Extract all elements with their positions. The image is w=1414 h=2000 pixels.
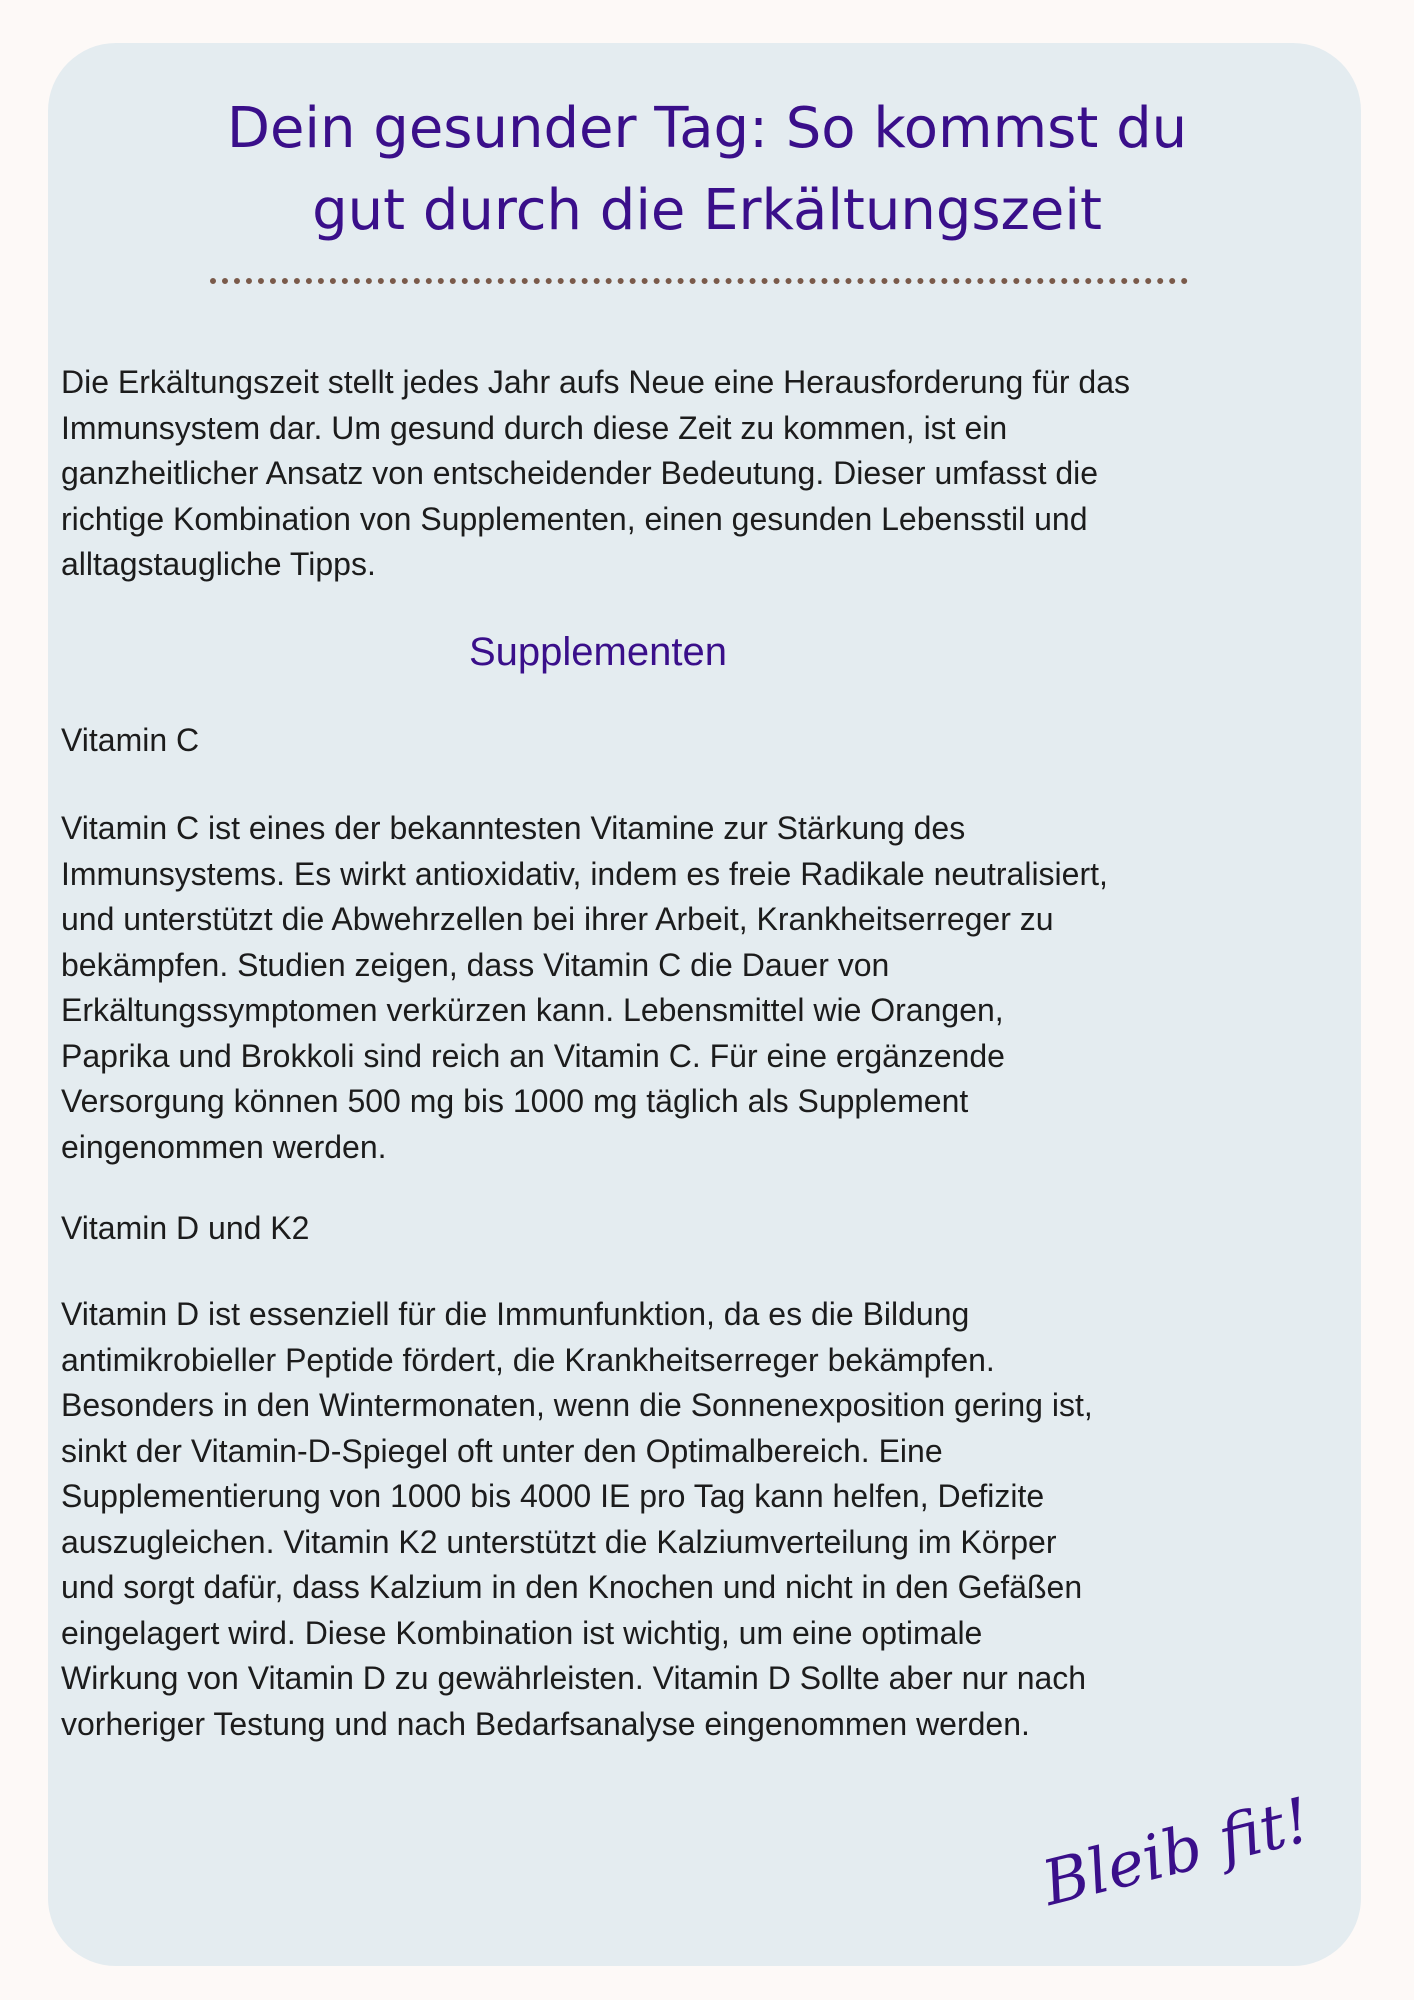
text-line: Vitamin D ist essenziell für die Immunfunktion, da es die Bildung — [61, 1296, 970, 1332]
text-line: Besonders in den Wintermonaten, wenn die Sonnenexposition gering ist, — [61, 1387, 1093, 1423]
text-line: Immunsystems. Es wirkt antioxidativ, indem es freie Radikale neutralisiert, — [61, 855, 1108, 892]
vitamin-d-paragraph — [61, 1292, 1093, 1747]
section-heading: Supplementen — [469, 630, 727, 674]
text-line: auszugleichen. Vitamin K2 unterstützt die Kalziumverteilung im Körper — [61, 1523, 1057, 1560]
text-line: Paprika und Brokkoli sind reich an Vitamin C. Für eine ergänzende — [61, 1037, 1005, 1074]
text-line: eingenommen werden. — [61, 1128, 387, 1165]
title-line: Dein gesunder Tag: So kommst du — [226, 96, 1188, 161]
vitamin-d-heading: Vitamin D und K2 — [61, 1210, 310, 1246]
text-line: Erkältungssymptomen verkürzen kann. Lebensmittel wie Orangen, — [61, 992, 1004, 1028]
text-line: ganzheitlicher Ansatz von entscheidender Bedeutung. Dieser umfasst die — [61, 455, 1099, 491]
text-line: bekämpfen. Studien zeigen, dass Vitamin C die Dauer von — [61, 946, 890, 983]
text-line: sinkt der Vitamin-D-Spiegel oft unter den Optimalbereich. Eine — [61, 1432, 943, 1469]
signature: Bleib fit! — [1035, 1783, 1318, 1920]
text-line: Versorgung können 500 mg bis 1000 mg täglich als Supplement — [61, 1083, 969, 1119]
intro-paragraph — [61, 360, 1130, 588]
text-line: alltagstaugliche Tipps. — [61, 546, 376, 582]
dotted-divider — [210, 278, 1188, 284]
vitamin-c-paragraph — [61, 806, 1108, 1170]
text-line: Wirkung von Vitamin D zu gewährleisten. Vitamin D Sollte aber nur nach — [61, 1660, 1087, 1696]
text-line: antimikrobieller Peptide fördert, die Krankheitserreger bekämpfen. — [61, 1341, 995, 1378]
text-line: vorheriger Testung und nach Bedarfsanalyse eingenommen werden. — [61, 1705, 1030, 1742]
title-line: gut durch die Erkältungszeit — [312, 178, 1102, 243]
page-title — [0, 88, 1414, 252]
text-line: eingelagert wird. Diese Kombination ist wichtig, um eine optimale — [61, 1614, 983, 1651]
text-line: und sorgt dafür, dass Kalzium in den Knochen und nicht in den Gefäßen — [61, 1569, 1083, 1605]
text-line: Immunsystem dar. Um gesund durch diese Zeit zu kommen, ist ein — [61, 409, 1008, 446]
text-line: Supplementierung von 1000 bis 4000 IE pro Tag kann helfen, Defizite — [61, 1478, 1045, 1514]
vitamin-c-heading: Vitamin C — [61, 722, 200, 758]
text-line: und unterstützt die Abwehrzellen bei ihrer Arbeit, Krankheitserreger zu — [61, 901, 1054, 937]
text-line: Die Erkältungszeit stellt jedes Jahr aufs Neue eine Herausforderung für das — [61, 364, 1131, 400]
text-line: Vitamin C ist eines der bekanntesten Vitamine zur Stärkung des — [61, 810, 966, 846]
text-line: richtige Kombination von Supplementen, einen gesunden Lebensstil und — [61, 500, 1088, 537]
